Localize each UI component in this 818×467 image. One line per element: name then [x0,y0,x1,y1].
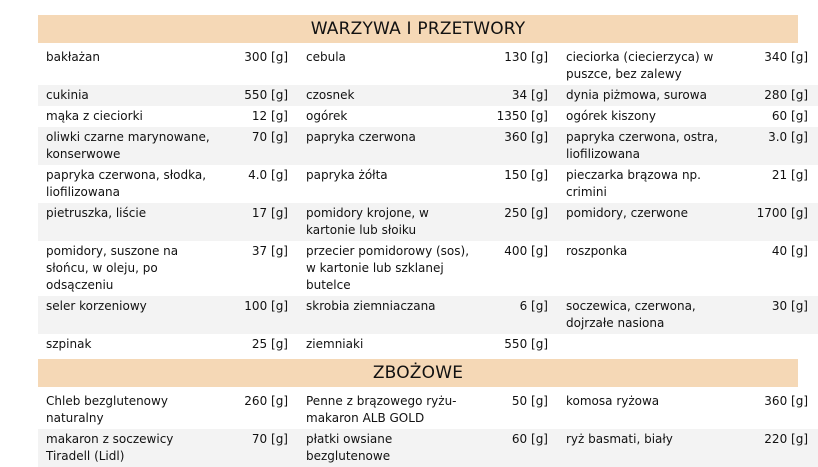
item-name: papryka czerwona, ostra, liofilizowana [558,127,744,165]
item-name: roszponka [566,244,628,258]
item-amount: 300 [g] [244,50,288,64]
item-amount: 100 [g] [224,296,298,334]
item-name: papryka żółta [306,168,388,182]
item-amount: 550 [g] [504,337,548,351]
table-row [38,296,818,334]
item-amount: 1700 [g] [744,203,818,241]
item-name: cieciorka (ciecierzyca) w puszce, bez zalewy [566,50,714,81]
item-name: ryż basmati, biały [558,429,744,467]
table-row [38,47,818,85]
item-amount: 60 [g] [484,429,558,467]
item-amount: 3.0 [g] [744,127,818,165]
item-amount: 70 [g] [224,429,298,467]
item-name: cebula [306,50,346,64]
item-amount: 1350 [g] [496,109,548,123]
table-row [38,106,818,127]
item-name: płatki owsiane bezglutenowe [298,429,484,467]
item-name: pomidory, czerwone [558,203,744,241]
item-name: mąka z cieciorki [46,109,143,123]
item-amount: 40 [g] [771,244,808,258]
item-amount: 340 [g] [764,50,808,64]
item-amount: 550 [g] [224,85,298,106]
item-name: ogórek [306,109,348,123]
item-amount: 34 [g] [484,85,558,106]
shopping-list-page [38,0,808,467]
table-row [38,391,818,429]
item-name: makaron z soczewicy Tiradell (Lidl) [38,429,224,467]
item-name: bakłażan [46,50,100,64]
item-amount: 280 [g] [744,85,818,106]
item-name [558,334,744,355]
table-row [38,429,818,467]
item-name: szpinak [46,337,92,351]
item-amount: 17 [g] [224,203,298,241]
item-name: Chleb bezglutenowy naturalny [46,394,168,425]
item-name: soczewica, czerwona, dojrzałe nasiona [558,296,744,334]
item-amount: 30 [g] [744,296,818,334]
item-amount: 150 [g] [504,168,548,182]
section-header-zbozowe: ZBOŻOWE [38,359,798,387]
item-name: czosnek [298,85,484,106]
warzywa-table [38,47,818,355]
table-row [38,85,818,106]
item-name: pomidory krojone, w kartonie lub słoiku [298,203,484,241]
item-name: seler korzeniowy [38,296,224,334]
item-name: cukinia [38,85,224,106]
item-name: papryka czerwona, słodka, liofilizowana [46,168,207,199]
item-amount: 250 [g] [484,203,558,241]
item-amount: 60 [g] [771,109,808,123]
item-amount: 21 [g] [771,168,808,182]
item-name: pietruszka, liście [38,203,224,241]
item-amount: 25 [g] [251,337,288,351]
item-amount: 70 [g] [224,127,298,165]
item-name: Penne z brązowego ryżu- makaron ALB GOLD [306,394,457,425]
table-row [38,334,818,355]
zbozowe-table [38,391,818,467]
item-amount: 50 [g] [511,394,548,408]
item-amount: 400 [g] [504,244,548,258]
item-amount: 6 [g] [484,296,558,334]
item-amount: 260 [g] [244,394,288,408]
item-name: oliwki czarne marynowane, konserwowe [38,127,224,165]
item-amount: 220 [g] [744,429,818,467]
item-amount [744,334,818,355]
item-name: papryka czerwona [298,127,484,165]
item-name: ogórek kiszony [566,109,656,123]
table-row [38,165,818,203]
section-header-warzywa: WARZYWA I PRZETWORY [38,15,798,43]
item-name: przecier pomidorowy (sos), w kartonie lub szklanej butelce [306,244,470,292]
item-amount: 4.0 [g] [248,168,288,182]
table-row [38,127,818,165]
item-amount: 37 [g] [251,244,288,258]
item-name: komosa ryżowa [566,394,660,408]
item-amount: 12 [g] [251,109,288,123]
item-amount: 360 [g] [484,127,558,165]
table-row [38,203,818,241]
item-name: pomidory, suszone na słońcu, w oleju, po odsączeniu [46,244,179,292]
item-name: ziemniaki [306,337,364,351]
item-amount: 130 [g] [504,50,548,64]
item-amount: 360 [g] [764,394,808,408]
item-name: skrobia ziemniaczana [298,296,484,334]
item-name: dynia piżmowa, surowa [558,85,744,106]
item-name: pieczarka brązowa np. crimini [566,168,701,199]
table-row [38,241,818,296]
